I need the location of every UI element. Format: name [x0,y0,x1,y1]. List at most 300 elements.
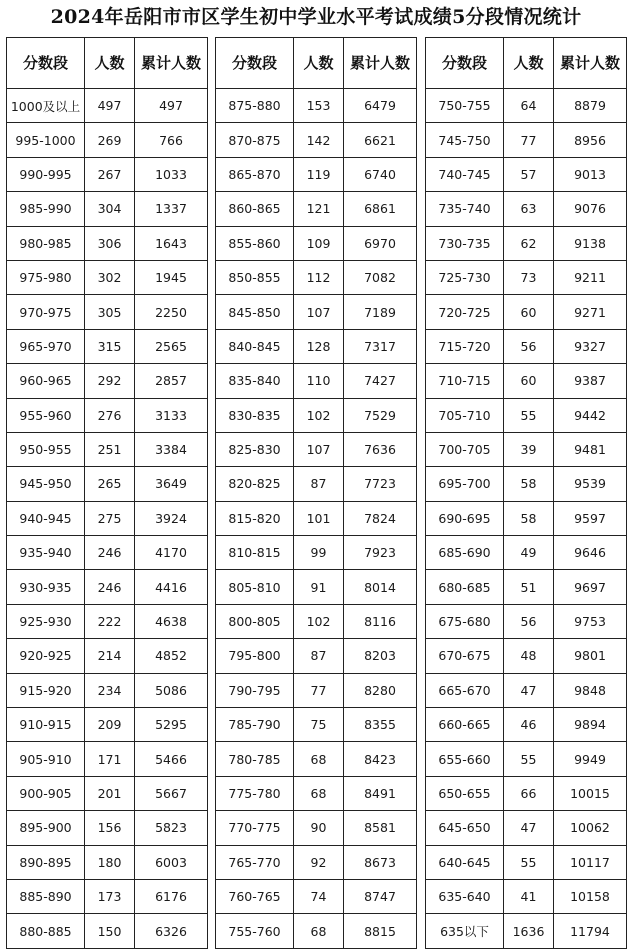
count-cell: 63 [504,192,554,226]
score-range-cell: 750-755 [426,89,504,123]
header-row [426,38,627,89]
count-cell: 121 [294,192,344,226]
count-cell: 77 [294,673,344,707]
cumulative-cell: 10062 [554,811,627,845]
count-cell: 77 [504,123,554,157]
cumulative-cell: 8014 [344,570,417,604]
cumulative-cell: 1337 [135,192,208,226]
score-range-cell: 910-915 [7,708,85,742]
count-cell: 68 [294,742,344,776]
cumulative-cell: 5086 [135,673,208,707]
table-row [216,845,417,879]
score-range-cell: 635-640 [426,879,504,913]
cumulative-cell: 8747 [344,879,417,913]
score-range-cell: 980-985 [7,226,85,260]
count-cell: 73 [504,260,554,294]
header-cumulative [135,38,208,89]
count-cell: 302 [85,260,135,294]
header-cumulative-text: 累计人数 [559,54,620,72]
count-cell: 251 [85,432,135,466]
count-cell: 269 [85,123,135,157]
count-cell: 306 [85,226,135,260]
count-cell: 171 [85,742,135,776]
table-row [216,604,417,638]
count-cell: 90 [294,811,344,845]
cumulative-cell: 9753 [554,604,627,638]
count-cell: 46 [504,708,554,742]
table-row [7,467,208,501]
header-count [294,38,344,89]
count-cell: 102 [294,398,344,432]
table-row [426,501,627,535]
header-count-text: 人数 [513,54,544,72]
header-cumulative-text: 累计人数 [349,54,410,72]
count-cell: 51 [504,570,554,604]
table-row [7,226,208,260]
score-range-cell: 825-830 [216,432,294,466]
count-cell: 214 [85,639,135,673]
cumulative-cell: 9442 [554,398,627,432]
count-cell: 1636 [504,914,554,948]
table-row [216,639,417,673]
score-range-cell: 790-795 [216,673,294,707]
cumulative-cell: 8879 [554,89,627,123]
cumulative-cell: 3384 [135,432,208,466]
count-cell: 304 [85,192,135,226]
cumulative-cell: 9327 [554,329,627,363]
cumulative-cell: 7923 [344,536,417,570]
table-row [7,157,208,191]
cumulative-cell: 4416 [135,570,208,604]
cumulative-cell: 6740 [344,157,417,191]
score-range-cell: 975-980 [7,260,85,294]
cumulative-cell: 7636 [344,432,417,466]
cumulative-cell: 9211 [554,260,627,294]
count-cell: 276 [85,398,135,432]
count-cell: 64 [504,89,554,123]
cumulative-cell: 8673 [344,845,417,879]
count-cell: 110 [294,364,344,398]
cumulative-cell: 9271 [554,295,627,329]
count-cell: 91 [294,570,344,604]
table-row [426,673,627,707]
count-cell: 68 [294,914,344,948]
table-row [216,123,417,157]
cumulative-cell: 9076 [554,192,627,226]
score-range-cell: 880-885 [7,914,85,948]
score-range-cell: 1000及以上 [7,89,85,123]
score-range-cell: 770-775 [216,811,294,845]
count-cell: 58 [504,467,554,501]
score-range-cell: 675-680 [426,604,504,638]
score-range-cell: 800-805 [216,604,294,638]
table-row [7,536,208,570]
header-score-range [426,38,504,89]
cumulative-cell: 9013 [554,157,627,191]
count-cell: 47 [504,811,554,845]
count-cell: 75 [294,708,344,742]
cumulative-cell: 8203 [344,639,417,673]
score-range-cell: 840-845 [216,329,294,363]
cumulative-cell: 8355 [344,708,417,742]
count-cell: 112 [294,260,344,294]
table-row [7,432,208,466]
table-row [7,914,208,948]
count-cell: 246 [85,536,135,570]
score-range-cell: 705-710 [426,398,504,432]
header-count [85,38,135,89]
score-range-cell: 810-815 [216,536,294,570]
cumulative-cell: 2857 [135,364,208,398]
table-row [426,811,627,845]
count-cell: 74 [294,879,344,913]
count-cell: 55 [504,742,554,776]
table-row [426,226,627,260]
cumulative-cell: 8423 [344,742,417,776]
count-cell: 62 [504,226,554,260]
score-range-cell: 870-875 [216,123,294,157]
table-row [216,398,417,432]
score-range-cell: 645-650 [426,811,504,845]
score-range-cell: 635以下 [426,914,504,948]
table-row [426,295,627,329]
cumulative-cell: 9646 [554,536,627,570]
score-table [425,37,627,949]
count-cell: 92 [294,845,344,879]
cumulative-cell: 6326 [135,914,208,948]
table-row [426,708,627,742]
count-cell: 292 [85,364,135,398]
cumulative-cell: 7427 [344,364,417,398]
score-range-cell: 860-865 [216,192,294,226]
table-row [426,914,627,948]
count-cell: 56 [504,604,554,638]
score-panel-1 [6,37,207,939]
count-cell: 107 [294,432,344,466]
table-row [216,260,417,294]
header-score-range [7,38,85,89]
cumulative-cell: 5823 [135,811,208,845]
score-range-cell: 665-670 [426,673,504,707]
count-cell: 49 [504,536,554,570]
table-row [216,192,417,226]
count-cell: 305 [85,295,135,329]
score-range-cell: 945-950 [7,467,85,501]
cumulative-cell: 9949 [554,742,627,776]
cumulative-cell: 8815 [344,914,417,948]
cumulative-cell: 6861 [344,192,417,226]
count-cell: 102 [294,604,344,638]
table-row [216,501,417,535]
score-panel-2 [215,37,416,939]
table-row [7,604,208,638]
page-title: 2024年岳阳市市区学生初中学业水平考试成绩5分段情况统计 [50,6,582,28]
cumulative-cell: 3924 [135,501,208,535]
count-cell: 128 [294,329,344,363]
count-cell: 156 [85,811,135,845]
cumulative-cell: 9848 [554,673,627,707]
table-row [7,501,208,535]
score-range-cell: 920-925 [7,639,85,673]
cumulative-cell: 5667 [135,776,208,810]
cumulative-cell: 7529 [344,398,417,432]
cumulative-cell: 766 [135,123,208,157]
table-row [216,364,417,398]
count-cell: 234 [85,673,135,707]
table-row [426,742,627,776]
count-cell: 87 [294,467,344,501]
score-range-cell: 970-975 [7,295,85,329]
score-range-cell: 780-785 [216,742,294,776]
count-cell: 55 [504,398,554,432]
table-row [426,260,627,294]
score-range-cell: 730-735 [426,226,504,260]
cumulative-cell: 9539 [554,467,627,501]
score-range-cell: 845-850 [216,295,294,329]
cumulative-cell: 1643 [135,226,208,260]
count-cell: 267 [85,157,135,191]
score-range-cell: 940-945 [7,501,85,535]
table-row [426,123,627,157]
score-range-cell: 695-700 [426,467,504,501]
count-cell: 201 [85,776,135,810]
count-cell: 48 [504,639,554,673]
score-range-cell: 995-1000 [7,123,85,157]
cumulative-cell: 9597 [554,501,627,535]
cumulative-cell: 10117 [554,845,627,879]
table-row [426,604,627,638]
table-row [426,570,627,604]
score-range-cell: 950-955 [7,432,85,466]
score-range-cell: 965-970 [7,329,85,363]
cumulative-cell: 10015 [554,776,627,810]
count-cell: 150 [85,914,135,948]
table-row [7,364,208,398]
table-row [426,89,627,123]
score-range-cell: 715-720 [426,329,504,363]
count-cell: 107 [294,295,344,329]
table-row [426,467,627,501]
cumulative-cell: 9697 [554,570,627,604]
cumulative-cell: 7082 [344,260,417,294]
header-cumulative-text: 累计人数 [140,54,201,72]
header-row [216,38,417,89]
count-cell: 56 [504,329,554,363]
table-row [216,226,417,260]
count-cell: 246 [85,570,135,604]
table-row [7,639,208,673]
table-row [216,776,417,810]
score-range-cell: 895-900 [7,811,85,845]
score-range-cell: 830-835 [216,398,294,432]
table-row [7,673,208,707]
count-cell: 497 [85,89,135,123]
score-range-cell: 915-920 [7,673,85,707]
cumulative-cell: 4852 [135,639,208,673]
table-row [7,260,208,294]
cumulative-cell: 1033 [135,157,208,191]
cumulative-cell: 7317 [344,329,417,363]
count-cell: 275 [85,501,135,535]
score-range-cell: 795-800 [216,639,294,673]
table-row [426,639,627,673]
score-range-cell: 775-780 [216,776,294,810]
score-range-cell: 745-750 [426,123,504,157]
count-cell: 222 [85,604,135,638]
header-count-text: 人数 [303,54,334,72]
table-row [216,811,417,845]
table-row [7,570,208,604]
cumulative-cell: 4638 [135,604,208,638]
cumulative-cell: 7824 [344,501,417,535]
score-range-cell: 760-765 [216,879,294,913]
table-row [216,673,417,707]
count-cell: 60 [504,364,554,398]
table-row [216,157,417,191]
score-range-cell: 835-840 [216,364,294,398]
cumulative-cell: 7723 [344,467,417,501]
count-cell: 87 [294,639,344,673]
count-cell: 99 [294,536,344,570]
score-range-cell: 680-685 [426,570,504,604]
count-cell: 209 [85,708,135,742]
score-panel-3 [425,37,626,940]
table-row [426,157,627,191]
cumulative-cell: 8491 [344,776,417,810]
cumulative-cell: 6176 [135,879,208,913]
header-score-range [216,38,294,89]
score-range-cell: 850-855 [216,260,294,294]
score-range-cell: 640-645 [426,845,504,879]
cumulative-cell: 2250 [135,295,208,329]
cumulative-cell: 8956 [554,123,627,157]
cumulative-cell: 497 [135,89,208,123]
table-row [7,123,208,157]
score-range-cell: 960-965 [7,364,85,398]
cumulative-cell: 3649 [135,467,208,501]
table-row [216,914,417,948]
score-table [215,37,417,949]
count-cell: 47 [504,673,554,707]
score-range-cell: 885-890 [7,879,85,913]
table-row [7,398,208,432]
cumulative-cell: 1945 [135,260,208,294]
table-row [426,329,627,363]
score-range-cell: 875-880 [216,89,294,123]
score-range-cell: 820-825 [216,467,294,501]
count-cell: 265 [85,467,135,501]
header-score-range-text: 分数段 [22,54,68,72]
score-range-cell: 865-870 [216,157,294,191]
count-cell: 119 [294,157,344,191]
header-count-text: 人数 [94,54,125,72]
table-row [7,811,208,845]
score-range-cell: 955-960 [7,398,85,432]
score-range-cell: 655-660 [426,742,504,776]
count-cell: 142 [294,123,344,157]
cumulative-cell: 9481 [554,432,627,466]
cumulative-cell: 8280 [344,673,417,707]
score-range-cell: 725-730 [426,260,504,294]
score-range-cell: 720-725 [426,295,504,329]
cumulative-cell: 11794 [554,914,627,948]
table-row [426,536,627,570]
score-range-cell: 815-820 [216,501,294,535]
cumulative-cell: 10158 [554,879,627,913]
table-row [216,89,417,123]
table-row [7,776,208,810]
count-cell: 39 [504,432,554,466]
score-range-cell: 650-655 [426,776,504,810]
score-range-cell: 930-935 [7,570,85,604]
score-range-cell: 900-905 [7,776,85,810]
table-row [216,536,417,570]
table-row [216,432,417,466]
count-cell: 173 [85,879,135,913]
score-range-cell: 990-995 [7,157,85,191]
table-row [216,570,417,604]
cumulative-cell: 6621 [344,123,417,157]
count-cell: 315 [85,329,135,363]
table-row [216,742,417,776]
cumulative-cell: 5466 [135,742,208,776]
header-score-range-text: 分数段 [441,54,487,72]
score-range-cell: 785-790 [216,708,294,742]
header-cumulative [344,38,417,89]
score-range-cell: 755-760 [216,914,294,948]
score-range-cell: 710-715 [426,364,504,398]
count-cell: 60 [504,295,554,329]
cumulative-cell: 8581 [344,811,417,845]
count-cell: 68 [294,776,344,810]
count-cell: 101 [294,501,344,535]
score-range-cell: 855-860 [216,226,294,260]
score-range-cell: 925-930 [7,604,85,638]
cumulative-cell: 7189 [344,295,417,329]
table-row [426,398,627,432]
table-row [7,295,208,329]
score-range-cell: 690-695 [426,501,504,535]
table-row [7,192,208,226]
cumulative-cell: 5295 [135,708,208,742]
table-row [216,879,417,913]
score-range-cell: 890-895 [7,845,85,879]
score-range-cell: 740-745 [426,157,504,191]
count-cell: 66 [504,776,554,810]
table-row [7,329,208,363]
count-cell: 109 [294,226,344,260]
table-row [426,432,627,466]
header-cumulative [554,38,627,89]
cumulative-cell: 9894 [554,708,627,742]
cumulative-cell: 9138 [554,226,627,260]
cumulative-cell: 6970 [344,226,417,260]
score-range-cell: 765-770 [216,845,294,879]
count-cell: 41 [504,879,554,913]
cumulative-cell: 4170 [135,536,208,570]
table-row [216,295,417,329]
cumulative-cell: 9387 [554,364,627,398]
cumulative-cell: 2565 [135,329,208,363]
count-cell: 58 [504,501,554,535]
cumulative-cell: 6479 [344,89,417,123]
score-range-cell: 985-990 [7,192,85,226]
table-row [426,776,627,810]
count-cell: 55 [504,845,554,879]
score-tables [6,37,626,940]
score-table [6,37,208,949]
header-count [504,38,554,89]
